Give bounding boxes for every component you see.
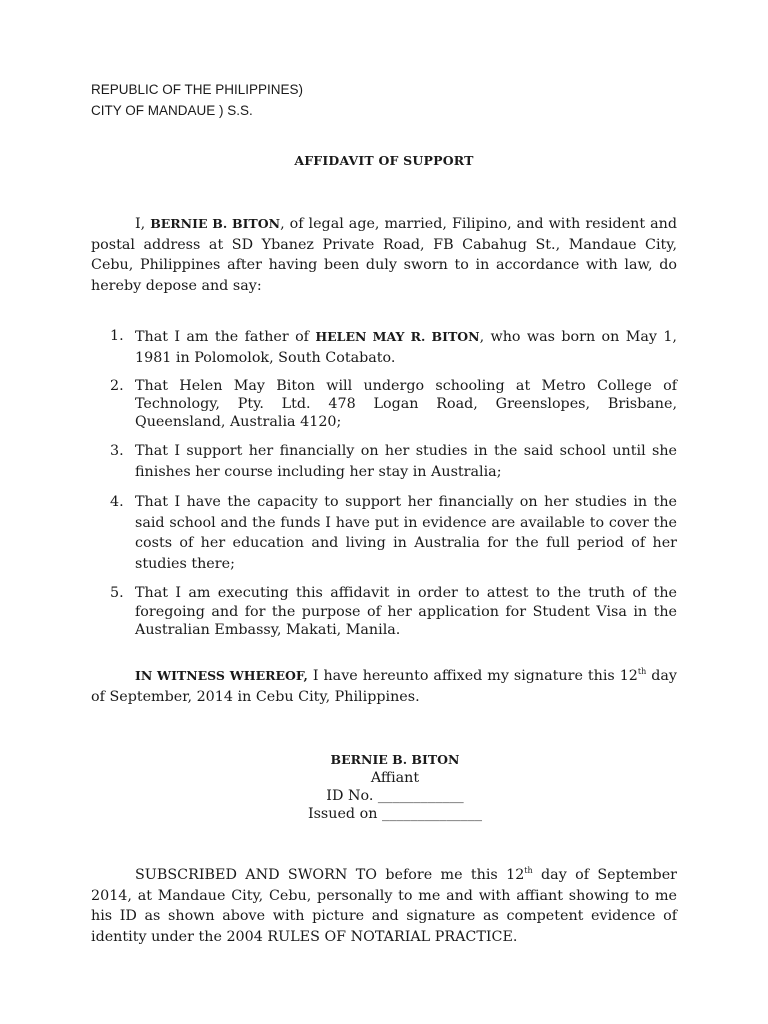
item-text: That I am executing this affidavit in order to attest to the truth of the foregoing and for the purpose of her application for Student Visa in the Australian Embassy, Makati, Manila. xyxy=(135,585,677,638)
list-item xyxy=(110,492,677,574)
child-name: HELEN MAY R. BITON xyxy=(315,329,480,344)
list-item xyxy=(110,441,677,483)
item-text: That I have the capacity to support her financially on her studies in the said school and the funds I have put in evidence are available to cover the costs of her education and living in Australia for the full period of her studies there; xyxy=(135,494,677,572)
item-number: 4. xyxy=(110,494,124,510)
venue-line-1: REPUBLIC OF THE PHILIPPINES) xyxy=(91,82,304,97)
document-title: AFFIDAVIT OF SUPPORT xyxy=(294,153,474,168)
signatory-name: BERNIE B. BITON xyxy=(330,752,460,767)
item-text-rest: , who was born on May 1, 1981 in Polomolok, South Cotabato. xyxy=(135,329,677,366)
item-number: 3. xyxy=(110,443,124,459)
item-text xyxy=(135,326,677,369)
intro-prefix: I, xyxy=(135,216,151,232)
signatory-role: Affiant xyxy=(370,770,420,786)
witness-superscript: th xyxy=(637,667,647,677)
jurat-text-2: day of September 2014, at Mandaue City, Cebu, personally to me and with affiant showing to me his ID as shown above with picture and signature as competent evidence of identity under the 2004 RULES OF NOTARIAL PRACTICE. xyxy=(91,867,677,945)
jurat-text-1: SUBSCRIBED AND SWORN TO before me this 12 xyxy=(135,867,525,883)
jurat-paragraph xyxy=(91,865,677,947)
item-text-prefix: That I am the father of xyxy=(135,329,316,345)
witness-heading: IN WITNESS WHEREOF, xyxy=(135,668,308,683)
jurat-superscript: th xyxy=(524,866,533,876)
intro-text: , of legal age, married, Filipino, and with resident and postal address at SD Ybanez Private Road, FB Cabahug St., Mandaue City, Cebu, Philippines after having been duly sworn to in accordance with law, do hereby depose and say: xyxy=(91,216,677,294)
list-item xyxy=(110,326,677,369)
id-number-line: ID No. ____________ xyxy=(326,788,464,804)
item-number: 5. xyxy=(110,585,124,601)
list-item xyxy=(110,377,677,431)
list-item xyxy=(110,584,677,640)
signature-block xyxy=(0,751,768,823)
venue-line-2: CITY OF MANDAUE ) S.S. xyxy=(91,103,253,118)
item-number: 2. xyxy=(110,378,124,394)
item-text: That Helen May Biton will undergo schooling at Metro College of Technology, Pty. Ltd. 478 Logan Road, Greenslopes, Brisbane, Queensland, Australia 4120; xyxy=(135,378,677,430)
item-text: That I support her financially on her studies in the said school until she finishes her course including her stay in Australia; xyxy=(135,443,677,480)
witness-paragraph xyxy=(91,666,677,707)
venue-block xyxy=(91,79,303,121)
item-number: 1. xyxy=(110,328,124,344)
issued-on-line: Issued on ______________ xyxy=(307,806,483,822)
witness-text-2: day of September, 2014 in Cebu City, Philippines. xyxy=(91,668,677,705)
intro-paragraph xyxy=(91,214,677,296)
witness-text-1: I have hereunto affixed my signature this 12 xyxy=(307,668,638,684)
affiant-name: BERNIE B. BITON xyxy=(150,216,281,231)
